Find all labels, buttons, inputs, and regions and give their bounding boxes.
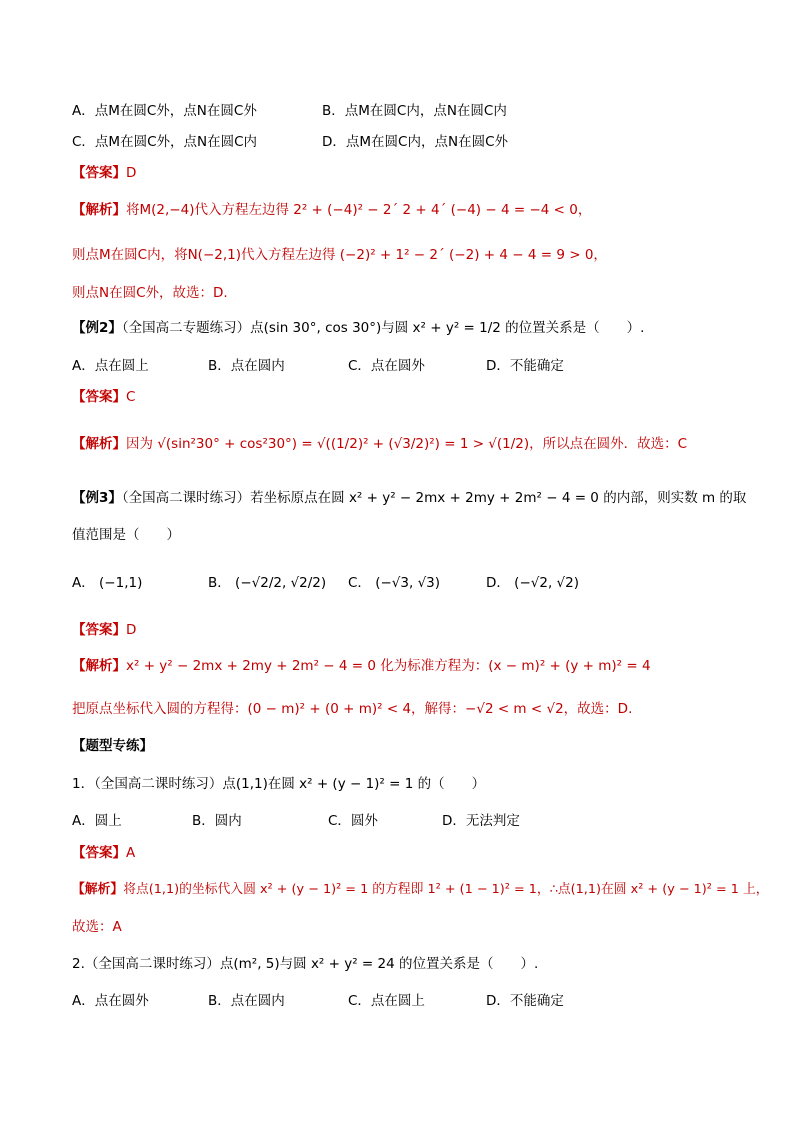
practice-1-stem: 1．（全国高二课时练习）点(1,1)在圆 x² + (y − 1)² = 1 的（ ）	[72, 776, 486, 792]
ex2-option-b: B．点在圆内	[208, 358, 285, 374]
answer-value: A	[126, 845, 136, 861]
analysis-text: x² + y² − 2mx + 2my + 2m² − 4 = 0 化为标准方程为：(x − m)² + (y + m)² = 4	[126, 658, 651, 674]
ex2-analysis-line	[72, 434, 687, 454]
answer-tag: 【答案】	[72, 389, 126, 405]
analysis-text: 因为 √(sin²30° + cos²30°) = √((1/2)² + (√3/2)²) = 1 > √(1/2)，所以点在圆外．故选：C	[126, 436, 688, 452]
ex3-option-c: C． (−√3, √3)	[348, 575, 441, 591]
practice-1-option-a: A．圆上	[72, 813, 122, 829]
q0-analysis-line-3: 则点N在圆C外，故选：D.	[72, 285, 228, 301]
analysis-tag: 【解析】	[72, 882, 124, 897]
practice-1-analysis-line-2: 故选：A	[72, 919, 122, 935]
practice-1-analysis-line-1	[72, 880, 769, 900]
ex2-option-a: A．点在圆上	[72, 358, 149, 374]
practice-1-option-b: B．圆内	[192, 813, 242, 829]
answer-value: C	[126, 389, 136, 405]
ex2-answer-line	[72, 387, 135, 407]
analysis-text: 将点(1,1)的坐标代入圆 x² + (y − 1)² = 1 的方程即 1² + (1 − 1)² = 1，∴点(1,1)在圆 x² + (y − 1)² = 1 上，	[123, 882, 769, 897]
ex3-answer-line	[72, 620, 136, 640]
ex3-analysis-line-2: 把原点坐标代入圆的方程得：(0 − m)² + (0 + m)² < 4，解得：−√2 < m < √2，故选：D.	[72, 701, 633, 717]
practice-2-stem: 2.（全国高二课时练习）点(m², 5)与圆 x² + y² = 24 的位置关系是（ ）.	[72, 956, 539, 972]
answer-tag: 【答案】	[72, 622, 126, 638]
q0-option-d: D．点M在圆C内，点N在圆C外	[322, 134, 508, 150]
answer-tag: 【答案】	[72, 845, 126, 861]
answer-value: D	[126, 165, 137, 181]
practice-2-option-a: A．点在圆外	[72, 993, 149, 1009]
answer-value: D	[126, 622, 137, 638]
ex3-stem-line-2: 值范围是（ ）	[72, 527, 180, 543]
example-label: 【例3】	[72, 490, 122, 506]
ex2-option-c: C．点在圆外	[348, 358, 425, 374]
ex3-option-b: B． (−√2/2, √2/2)	[208, 575, 327, 591]
practice-2-option-d: D．不能确定	[486, 993, 564, 1009]
practice-1-answer-line	[72, 843, 135, 863]
q0-answer-line	[72, 163, 136, 183]
answer-tag: 【答案】	[72, 165, 126, 181]
ex2-option-d: D．不能确定	[486, 358, 564, 374]
practice-1-option-c: C．圆外	[328, 813, 378, 829]
example-stem-text: （全国高二课时练习）若坐标原点在圆 x² + y² − 2mx + 2my + 2m² − 4 = 0 的内部，则实数 m 的取	[121, 490, 747, 506]
q0-option-b: B．点M在圆C内，点N在圆C内	[322, 103, 507, 119]
analysis-tag: 【解析】	[72, 658, 126, 674]
practice-1-option-d: D．无法判定	[442, 813, 520, 829]
q0-analysis-line-1	[72, 200, 591, 220]
ex3-stem-line-1	[72, 488, 746, 508]
q0-analysis-line-2: 则点M在圆C内，将N(−2,1)代入方程左边得 (−2)² + 1² − 2´ (−2) + 4 − 4 = 9 > 0，	[72, 247, 607, 263]
analysis-tag: 【解析】	[72, 436, 126, 452]
example-label: 【例2】	[72, 320, 122, 336]
practice-2-option-b: B．点在圆内	[208, 993, 285, 1009]
q0-option-a: A．点M在圆C外，点N在圆C外	[72, 103, 257, 119]
analysis-text: 将M(2,−4)代入方程左边得 2² + (−4)² − 2´ 2 + 4´ (−4) − 4 = −4 < 0，	[126, 202, 592, 218]
practice-2-option-c: C．点在圆上	[348, 993, 425, 1009]
ex2-stem	[72, 318, 644, 338]
analysis-tag: 【解析】	[72, 202, 126, 218]
example-stem-text: （全国高二专题练习）点(sin 30°, cos 30°)与圆 x² + y² = 1/2 的位置关系是（ ）.	[121, 320, 645, 336]
ex3-option-a: A． (−1,1)	[72, 575, 143, 591]
q0-option-c: C．点M在圆C外，点N在圆C内	[72, 134, 258, 150]
ex3-option-d: D． (−√2, √2)	[486, 575, 579, 591]
practice-heading: 【题型专练】	[72, 738, 153, 754]
ex3-analysis-line-1	[72, 656, 651, 676]
